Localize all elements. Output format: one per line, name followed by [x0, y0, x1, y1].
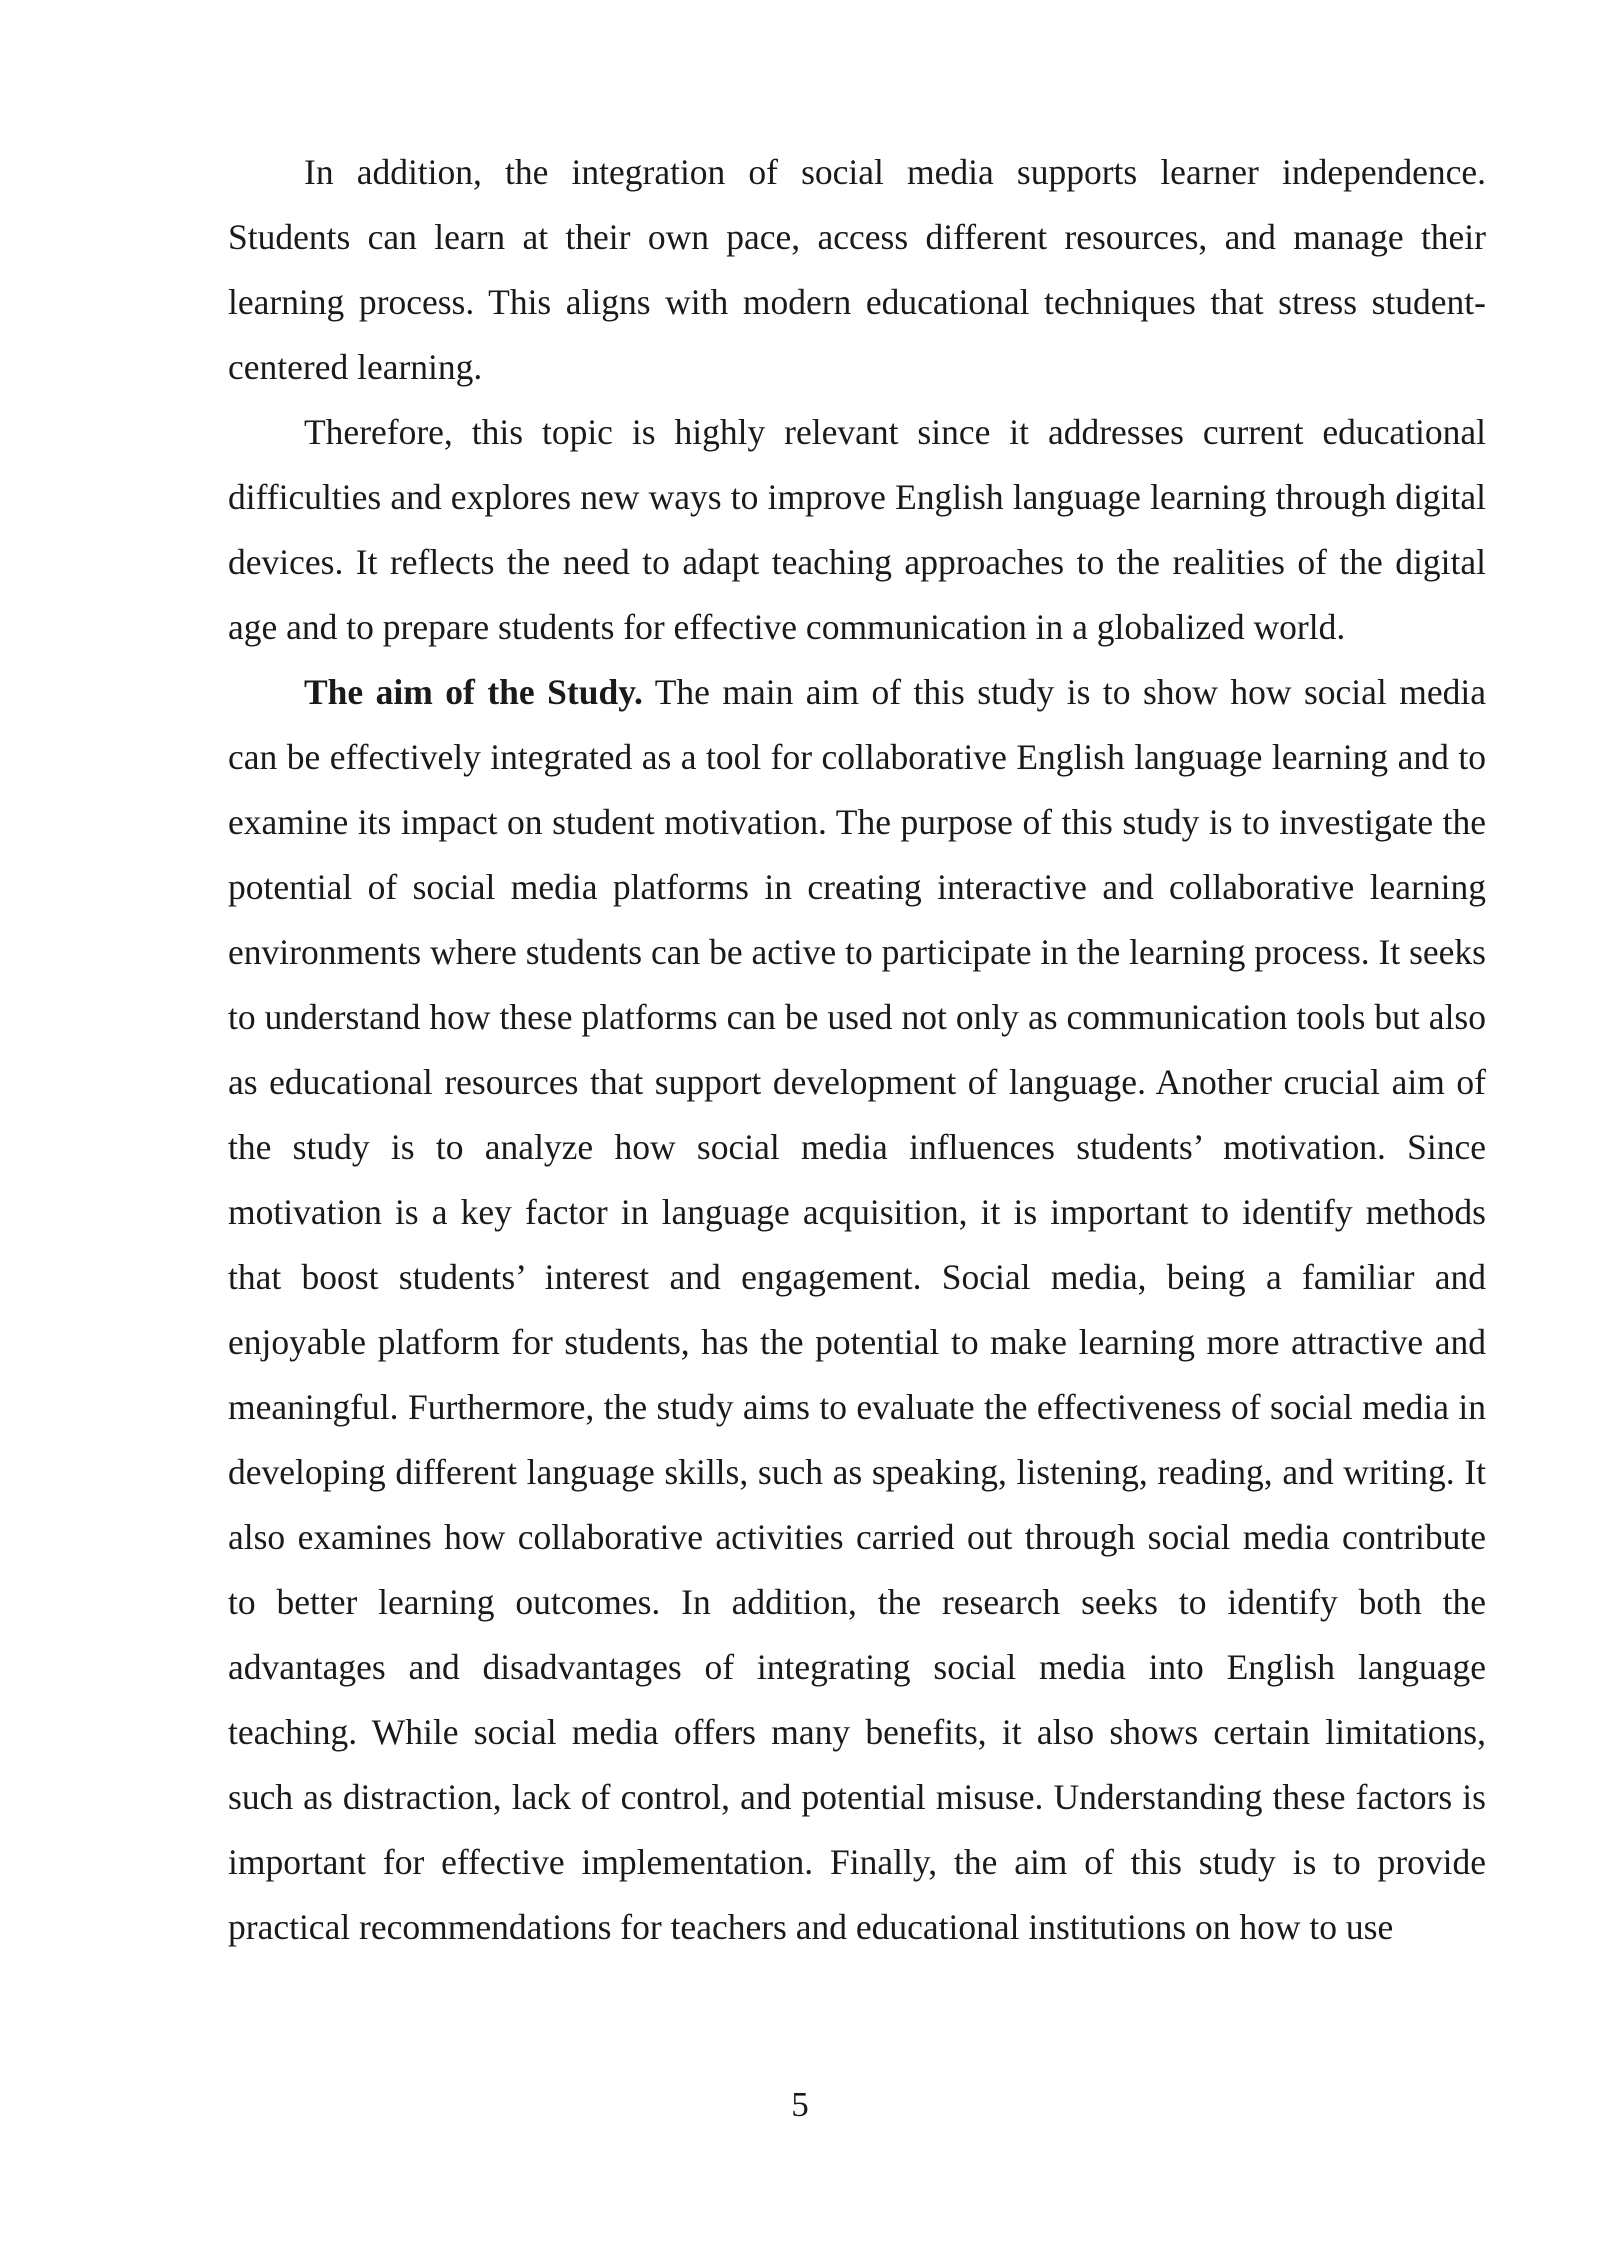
paragraph-topic-relevance	[228, 400, 1486, 660]
body-text	[228, 140, 1486, 1960]
paragraph-learner-independence	[228, 140, 1486, 400]
paragraph-text: The main aim of this study is to show how social media can be effectively integrated as a tool for collaborative English language learning and to examine its impact on student motivation. The purpose of this study is to investigate the potential of social media platforms in creating interactive and collaborative learning environments where students can be active to participate in the learning process. It seeks to understand how these platforms can be used not only as communication tools but also as educational resources that support development of language. Another crucial aim of the study is to analyze how social media influences students’ motivation. Since motivation is a key factor in language acquisition, it is important to identify methods that boost students’ interest and engagement. Social media, being a familiar and enjoyable platform for students, has the potential to make learning more attractive and meaningful. Furthermore, the study aims to evaluate the effectiveness of social media in developing different language skills, such as speaking, listening, reading, and writing. It also examines how collaborative activities carried out through social media contribute to better learning outcomes. In addition, the research seeks to identify both the advantages and disadvantages of integrating social media into English language teaching. While social media offers many benefits, it also shows certain limitations, such as distraction, lack of control, and potential misuse. Understanding these factors is important for effective implementation. Finally, the aim of this study is to provide practical recommendations for teachers and educational institutions on how to use	[228, 672, 1486, 1947]
paragraph-text: In addition, the integration of social media supports learner independence. Students can learn at their own pace, access different resources, and manage their learning process. This aligns with modern educational techniques that stress student-centered learning.	[228, 152, 1486, 387]
paragraph-text: Therefore, this topic is highly relevant since it addresses current educational difficulties and explores new ways to improve English language learning through digital devices. It reflects the need to adapt teaching approaches to the realities of the digital age and to prepare students for effective communication in a globalized world.	[228, 412, 1486, 647]
paragraph-aim-of-study	[228, 660, 1486, 1960]
section-heading-aim: The aim of the Study.	[304, 672, 643, 712]
page-number: 5	[791, 2085, 809, 2124]
